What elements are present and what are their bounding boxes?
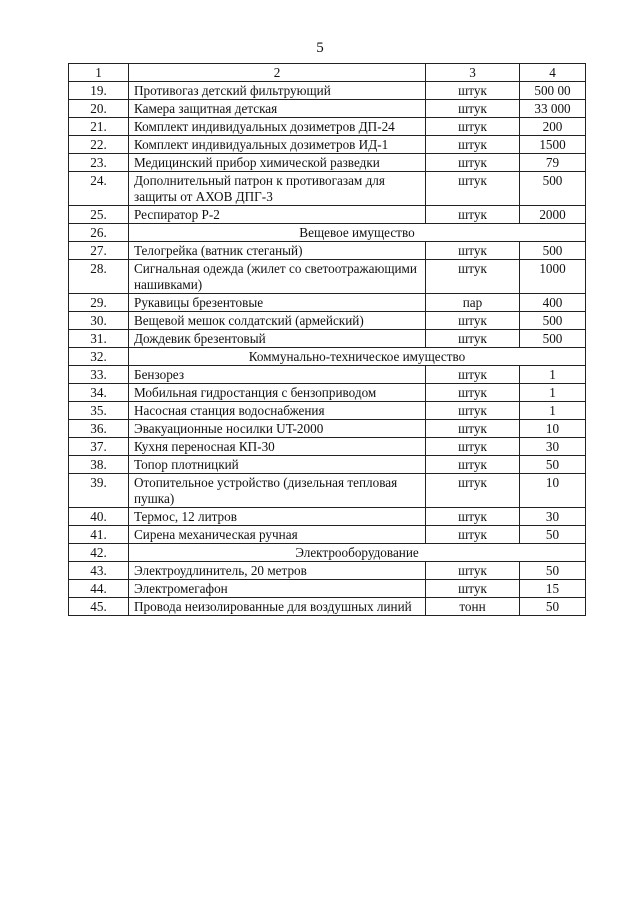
item-unit: штук bbox=[426, 82, 520, 100]
item-name: Кухня переносная КП-30 bbox=[129, 438, 426, 456]
row-number: 32. bbox=[69, 348, 129, 366]
item-name: Насосная станция водоснабжения bbox=[129, 402, 426, 420]
item-name: Комплект индивидуальных дозиметров ИД-1 bbox=[129, 136, 426, 154]
item-unit: штук bbox=[426, 242, 520, 260]
item-name: Комплект индивидуальных дозиметров ДП-24 bbox=[129, 118, 426, 136]
item-unit: штук bbox=[426, 172, 520, 206]
section-row bbox=[69, 348, 586, 366]
table-row bbox=[69, 366, 586, 384]
section-title: Электрооборудование bbox=[129, 544, 586, 562]
item-unit: штук bbox=[426, 118, 520, 136]
item-quantity: 500 bbox=[520, 312, 586, 330]
item-quantity: 500 bbox=[520, 172, 586, 206]
item-quantity: 2000 bbox=[520, 206, 586, 224]
item-unit: штук bbox=[426, 154, 520, 172]
item-unit: штук bbox=[426, 456, 520, 474]
table-row bbox=[69, 438, 586, 456]
section-title: Вещевое имущество bbox=[129, 224, 586, 242]
item-quantity: 1 bbox=[520, 384, 586, 402]
item-quantity: 400 bbox=[520, 294, 586, 312]
row-number: 34. bbox=[69, 384, 129, 402]
item-quantity: 10 bbox=[520, 420, 586, 438]
header-cell-unit: 3 bbox=[426, 64, 520, 82]
item-name: Провода неизолированные для воздушных линий bbox=[129, 598, 426, 616]
row-number: 37. bbox=[69, 438, 129, 456]
item-unit: штук bbox=[426, 260, 520, 294]
row-number: 43. bbox=[69, 562, 129, 580]
item-name: Телогрейка (ватник стеганый) bbox=[129, 242, 426, 260]
item-name: Электромегафон bbox=[129, 580, 426, 598]
item-quantity: 50 bbox=[520, 526, 586, 544]
item-quantity: 30 bbox=[520, 508, 586, 526]
item-quantity: 200 bbox=[520, 118, 586, 136]
table-row bbox=[69, 384, 586, 402]
item-name: Сигнальная одежда (жилет со светоотражающими нашивками) bbox=[129, 260, 426, 294]
row-number: 28. bbox=[69, 260, 129, 294]
row-number: 27. bbox=[69, 242, 129, 260]
row-number: 21. bbox=[69, 118, 129, 136]
item-quantity: 1000 bbox=[520, 260, 586, 294]
item-quantity: 500 bbox=[520, 330, 586, 348]
item-unit: штук bbox=[426, 402, 520, 420]
table-row bbox=[69, 580, 586, 598]
item-name: Медицинский прибор химической разведки bbox=[129, 154, 426, 172]
row-number: 25. bbox=[69, 206, 129, 224]
item-quantity: 1500 bbox=[520, 136, 586, 154]
item-quantity: 33 000 bbox=[520, 100, 586, 118]
table-row bbox=[69, 526, 586, 544]
table-row bbox=[69, 118, 586, 136]
row-number: 23. bbox=[69, 154, 129, 172]
item-unit: штук bbox=[426, 100, 520, 118]
item-quantity: 30 bbox=[520, 438, 586, 456]
item-unit: штук bbox=[426, 384, 520, 402]
row-number: 40. bbox=[69, 508, 129, 526]
table-row bbox=[69, 312, 586, 330]
item-unit: пар bbox=[426, 294, 520, 312]
row-number: 39. bbox=[69, 474, 129, 508]
item-name: Мобильная гидростанция с бензоприводом bbox=[129, 384, 426, 402]
row-number: 38. bbox=[69, 456, 129, 474]
header-cell-name: 2 bbox=[129, 64, 426, 82]
table-row bbox=[69, 402, 586, 420]
row-number: 45. bbox=[69, 598, 129, 616]
item-unit: штук bbox=[426, 438, 520, 456]
table-row bbox=[69, 206, 586, 224]
item-quantity: 50 bbox=[520, 598, 586, 616]
row-number: 24. bbox=[69, 172, 129, 206]
section-row bbox=[69, 544, 586, 562]
table-row bbox=[69, 598, 586, 616]
item-quantity: 79 bbox=[520, 154, 586, 172]
table-row bbox=[69, 294, 586, 312]
item-name: Рукавицы брезентовые bbox=[129, 294, 426, 312]
page-number: 5 bbox=[316, 40, 324, 56]
item-unit: штук bbox=[426, 312, 520, 330]
row-number: 31. bbox=[69, 330, 129, 348]
table-row bbox=[69, 172, 586, 206]
item-name: Сирена механическая ручная bbox=[129, 526, 426, 544]
header-cell-quantity: 4 bbox=[520, 64, 586, 82]
row-number: 44. bbox=[69, 580, 129, 598]
item-unit: штук bbox=[426, 206, 520, 224]
item-quantity: 50 bbox=[520, 456, 586, 474]
row-number: 33. bbox=[69, 366, 129, 384]
item-unit: штук bbox=[426, 474, 520, 508]
item-quantity: 10 bbox=[520, 474, 586, 508]
item-quantity: 1 bbox=[520, 366, 586, 384]
table-row bbox=[69, 474, 586, 508]
row-number: 19. bbox=[69, 82, 129, 100]
item-name: Топор плотницкий bbox=[129, 456, 426, 474]
item-unit: штук bbox=[426, 508, 520, 526]
row-number: 20. bbox=[69, 100, 129, 118]
item-quantity: 500 00 bbox=[520, 82, 586, 100]
item-unit: штук bbox=[426, 330, 520, 348]
row-number: 30. bbox=[69, 312, 129, 330]
row-number: 42. bbox=[69, 544, 129, 562]
row-number: 22. bbox=[69, 136, 129, 154]
table-row bbox=[69, 100, 586, 118]
item-unit: штук bbox=[426, 526, 520, 544]
row-number: 36. bbox=[69, 420, 129, 438]
item-quantity: 1 bbox=[520, 402, 586, 420]
item-name: Дополнительный патрон к противогазам для защиты от АХОВ ДПГ-3 bbox=[129, 172, 426, 206]
item-quantity: 50 bbox=[520, 562, 586, 580]
row-number: 35. bbox=[69, 402, 129, 420]
table-row bbox=[69, 562, 586, 580]
item-name: Дождевик брезентовый bbox=[129, 330, 426, 348]
inventory-table bbox=[68, 63, 586, 616]
table-row bbox=[69, 136, 586, 154]
table-row bbox=[69, 242, 586, 260]
table-row bbox=[69, 330, 586, 348]
item-name: Эвакуационные носилки UT-2000 bbox=[129, 420, 426, 438]
item-quantity: 15 bbox=[520, 580, 586, 598]
table-row bbox=[69, 82, 586, 100]
header-cell-number: 1 bbox=[69, 64, 129, 82]
item-unit: штук bbox=[426, 580, 520, 598]
table-row bbox=[69, 508, 586, 526]
item-name: Электроудлинитель, 20 метров bbox=[129, 562, 426, 580]
item-unit: штук bbox=[426, 562, 520, 580]
item-unit: штук bbox=[426, 136, 520, 154]
item-quantity: 500 bbox=[520, 242, 586, 260]
section-row bbox=[69, 224, 586, 242]
item-name: Термос, 12 литров bbox=[129, 508, 426, 526]
row-number: 41. bbox=[69, 526, 129, 544]
item-name: Противогаз детский фильтрующий bbox=[129, 82, 426, 100]
item-unit: штук bbox=[426, 366, 520, 384]
item-unit: тонн bbox=[426, 598, 520, 616]
item-name: Бензорез bbox=[129, 366, 426, 384]
section-title: Коммунально-техническое имущество bbox=[129, 348, 586, 366]
row-number: 26. bbox=[69, 224, 129, 242]
table-row bbox=[69, 260, 586, 294]
item-name: Вещевой мешок солдатский (армейский) bbox=[129, 312, 426, 330]
table-header-row bbox=[69, 64, 586, 82]
item-name: Камера защитная детская bbox=[129, 100, 426, 118]
table-row bbox=[69, 420, 586, 438]
row-number: 29. bbox=[69, 294, 129, 312]
table-row bbox=[69, 154, 586, 172]
item-unit: штук bbox=[426, 420, 520, 438]
item-name: Респиратор Р-2 bbox=[129, 206, 426, 224]
table-row bbox=[69, 456, 586, 474]
item-name: Отопительное устройство (дизельная тепловая пушка) bbox=[129, 474, 426, 508]
